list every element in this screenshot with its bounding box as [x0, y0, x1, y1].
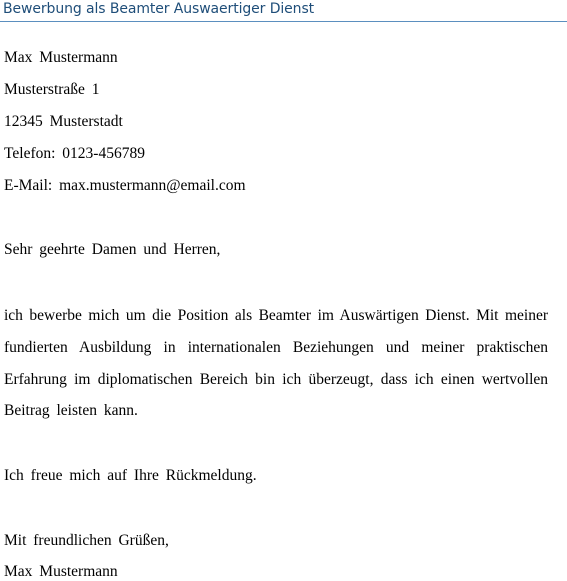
- regards: Mit freundlichen Grüßen,: [4, 532, 169, 549]
- closing-sentence: Ich freue mich auf Ihre Rückmeldung.: [4, 467, 257, 484]
- sender-email: E-Mail: max.mustermann@email.com: [4, 177, 246, 194]
- salutation: Sehr geehrte Damen und Herren,: [4, 241, 221, 258]
- sender-phone: Telefon: 0123-456789: [4, 145, 145, 162]
- body-line: ich bewerbe mich um die Position als Beamter im Auswärtigen Dienst. Mit meiner: [4, 307, 548, 324]
- sender-street: Musterstraße 1: [4, 81, 100, 98]
- header-divider: [0, 21, 567, 22]
- sender-name: Max Mustermann: [4, 49, 118, 66]
- body-line: Erfahrung im diplomatischen Bereich bin ich überzeugt, dass ich einen wertvollen: [4, 371, 548, 388]
- body-line-last: Beitrag leisten kann.: [4, 402, 138, 419]
- signature-name: Max Mustermann: [4, 563, 118, 580]
- document-title: Bewerbung als Beamter Auswaertiger Dienst: [3, 1, 315, 17]
- document-header: [0, 0, 567, 24]
- body-line: fundierten Ausbildung in internationalen Beziehungen und meiner praktischen: [4, 339, 548, 356]
- sender-city: 12345 Musterstadt: [4, 113, 123, 130]
